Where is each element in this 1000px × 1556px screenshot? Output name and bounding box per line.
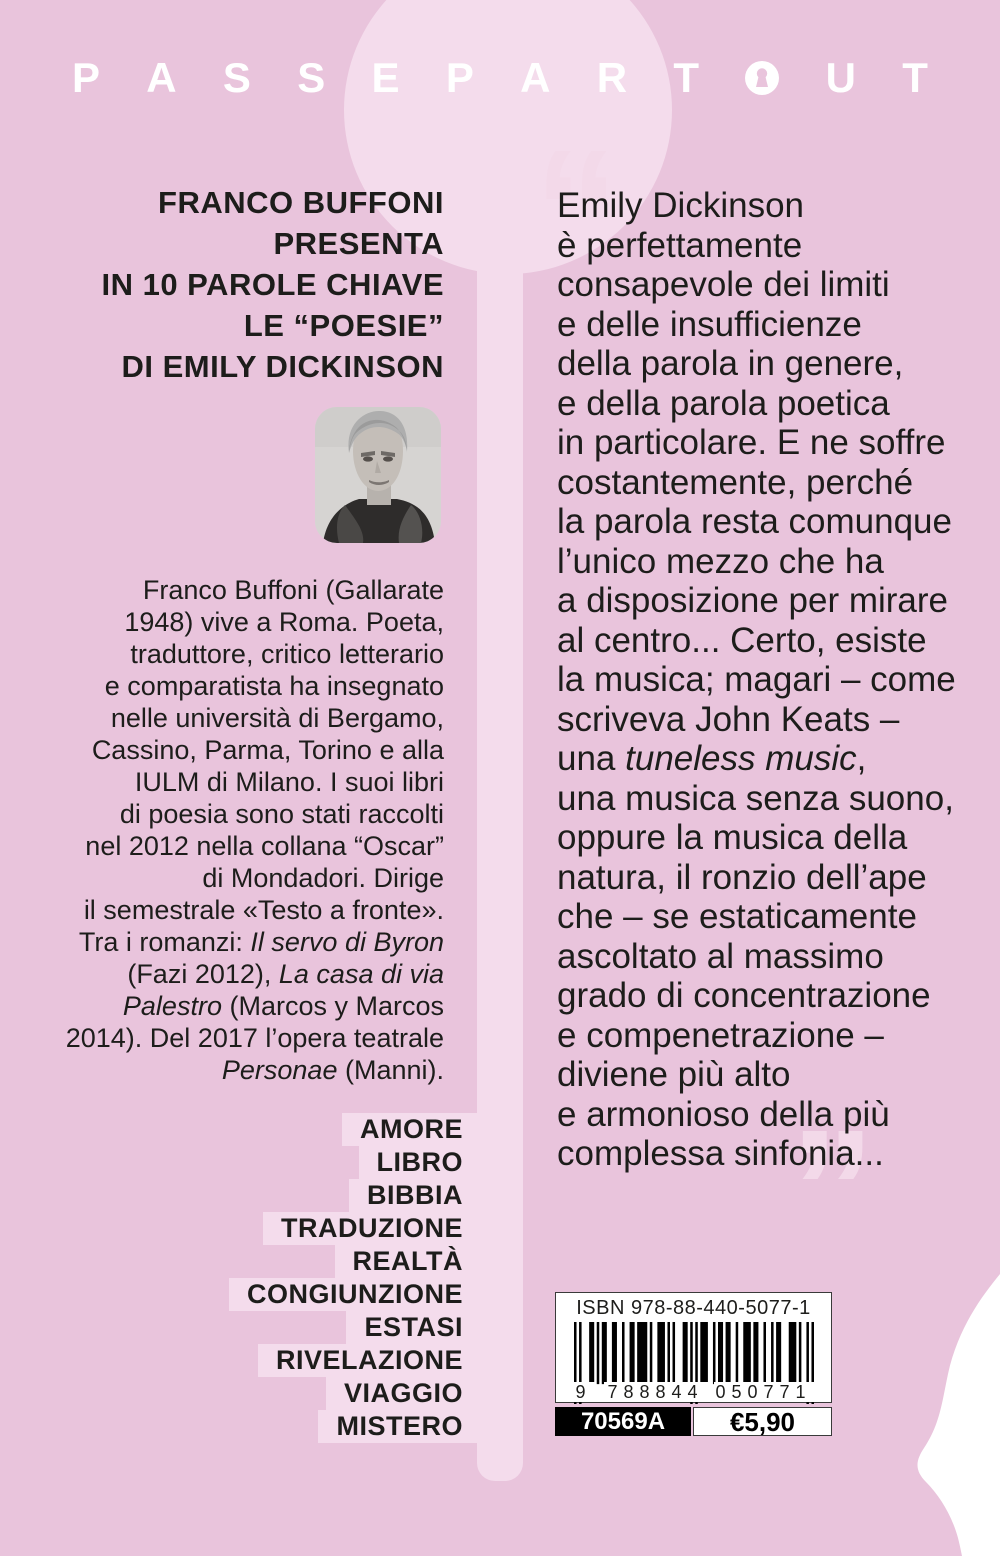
author-portrait-graphic: [315, 407, 441, 543]
logo-letter: U: [825, 54, 856, 101]
heading-line: DI EMILY DICKINSON: [121, 349, 444, 384]
closing-quote-mark: ”: [790, 1095, 875, 1285]
isbn-text: ISBN 978-88-440-5077-1: [576, 1297, 811, 1319]
keyword-item: TRADUZIONE: [263, 1212, 523, 1245]
bio-line: Palestro (Marcos y Marcos: [122, 991, 444, 1021]
logo-letter: E: [371, 54, 400, 101]
bio-line: Franco Buffoni (Gallarate: [142, 575, 444, 605]
ean-barcode: [574, 1322, 814, 1402]
author-bio: [14, 574, 444, 1086]
bio-line: traduttore, critico letterario: [130, 639, 444, 669]
quote-line: al centro... Certo, esiste: [557, 620, 927, 660]
logo-letter: P: [445, 54, 474, 101]
quote-line: diviene più alto: [557, 1055, 791, 1094]
quote-line: oppure la musica della: [557, 818, 908, 857]
ean-left-digits: 788844: [604, 1382, 708, 1402]
edition-code: 70569A: [555, 1407, 691, 1436]
bio-line: il semestrale «Testo a fronte».: [83, 895, 444, 925]
keywords-list: [229, 1113, 523, 1443]
logo-letter: S: [297, 54, 326, 101]
cover-heading: [24, 182, 444, 387]
logo-letter: S: [222, 54, 251, 101]
keyword-item: LIBRO: [359, 1146, 524, 1179]
ean-first-digit: 9: [574, 1382, 596, 1402]
opening-quote-mark: “: [534, 115, 619, 305]
keyword-item: RIVELAZIONE: [258, 1344, 523, 1377]
heading-line: FRANCO BUFFONI: [158, 185, 444, 220]
keyword-item: ESTASI: [346, 1311, 523, 1344]
quote-line: natura, il ronzio dell’ape: [557, 857, 927, 897]
bio-line: (Fazi 2012), La casa di via: [127, 959, 444, 989]
quote-line: complessa sinfonia...: [557, 1134, 884, 1173]
bio-line: nel 2012 nella collana “Oscar”: [85, 831, 444, 861]
author-photo: [315, 407, 441, 543]
quote-line: ascoltato al massimo: [557, 936, 884, 976]
keyhole-icon: [745, 61, 779, 95]
heading-line: IN 10 PAROLE CHIAVE: [101, 267, 444, 302]
keyword-item: CONGIUNZIONE: [229, 1278, 523, 1311]
quote-line: la musica; magari – come: [557, 660, 956, 699]
quote-line: una tuneless music,: [557, 739, 867, 778]
keyword-item: REALTÀ: [335, 1245, 524, 1278]
keyword-item: VIAGGIO: [326, 1377, 523, 1410]
keyword-item: MISTERO: [318, 1410, 523, 1443]
bio-line: nelle università di Bergamo,: [110, 703, 444, 733]
quote-line: e delle insufficienze: [557, 304, 862, 344]
quote-line: la parola resta comunque: [557, 502, 952, 541]
quote-line: consapevole dei limiti: [557, 265, 890, 304]
quote-line: è perfettamente: [557, 225, 803, 265]
quote-line: grado di concentrazione: [557, 976, 931, 1015]
passepartout-logo: [72, 54, 928, 101]
quote-line: l’unico mezzo che ha: [557, 541, 884, 581]
quote-line: e compenetrazione –: [557, 1015, 884, 1055]
quote-line: e della parola poetica: [557, 383, 890, 423]
edition-price-row: [555, 1407, 832, 1436]
barcode-digits: [574, 1382, 814, 1402]
keyword-item: AMORE: [342, 1113, 523, 1146]
logo-letter: A: [146, 54, 177, 101]
logo-letter: A: [520, 54, 551, 101]
bio-line: e comparatista ha insegnato: [104, 671, 444, 701]
quote-line: che – se estaticamente: [557, 897, 917, 936]
bio-line: Cassino, Parma, Torino e alla: [91, 735, 444, 765]
bio-line: di poesia sono stati raccolti: [119, 799, 444, 829]
logo-letter: R: [596, 54, 628, 101]
quote-line: e armonioso della più: [557, 1094, 890, 1134]
barcode-panel: [555, 1292, 832, 1403]
price: €5,90: [693, 1407, 832, 1436]
quote-line: costantemente, perché: [557, 462, 914, 502]
bio-line: di Mondadori. Dirige: [202, 863, 444, 893]
logo-letter: P: [72, 54, 101, 101]
quote-line: in particolare. E ne soffre: [557, 423, 946, 462]
logo-letter: T: [673, 54, 700, 101]
logo-letter: T: [902, 54, 928, 101]
bio-line: 2014). Del 2017 l’opera teatrale: [65, 1023, 444, 1053]
heading-line: LE “POESIE”: [243, 308, 444, 343]
face-silhouette: [910, 1266, 1000, 1556]
quote-line: della parola in genere,: [557, 344, 904, 383]
quote-line: Emily Dickinson: [557, 186, 804, 225]
bio-line: Tra i romanzi: Il servo di Byron: [78, 927, 444, 957]
bio-line: IULM di Milano. I suoi libri: [134, 767, 444, 797]
quote-line: una musica senza suono,: [557, 778, 954, 818]
heading-line: PRESENTA: [273, 226, 444, 261]
bio-line: Personae (Manni).: [221, 1055, 444, 1085]
keyword-item: BIBBIA: [349, 1179, 523, 1212]
bio-line: 1948) vive a Roma. Poeta,: [124, 607, 444, 637]
quote-line: a disposizione per mirare: [557, 581, 949, 620]
quote-line: scriveva John Keats –: [557, 699, 900, 739]
ean-right-digits: 050771: [715, 1382, 812, 1402]
quote-text: [557, 186, 977, 1174]
